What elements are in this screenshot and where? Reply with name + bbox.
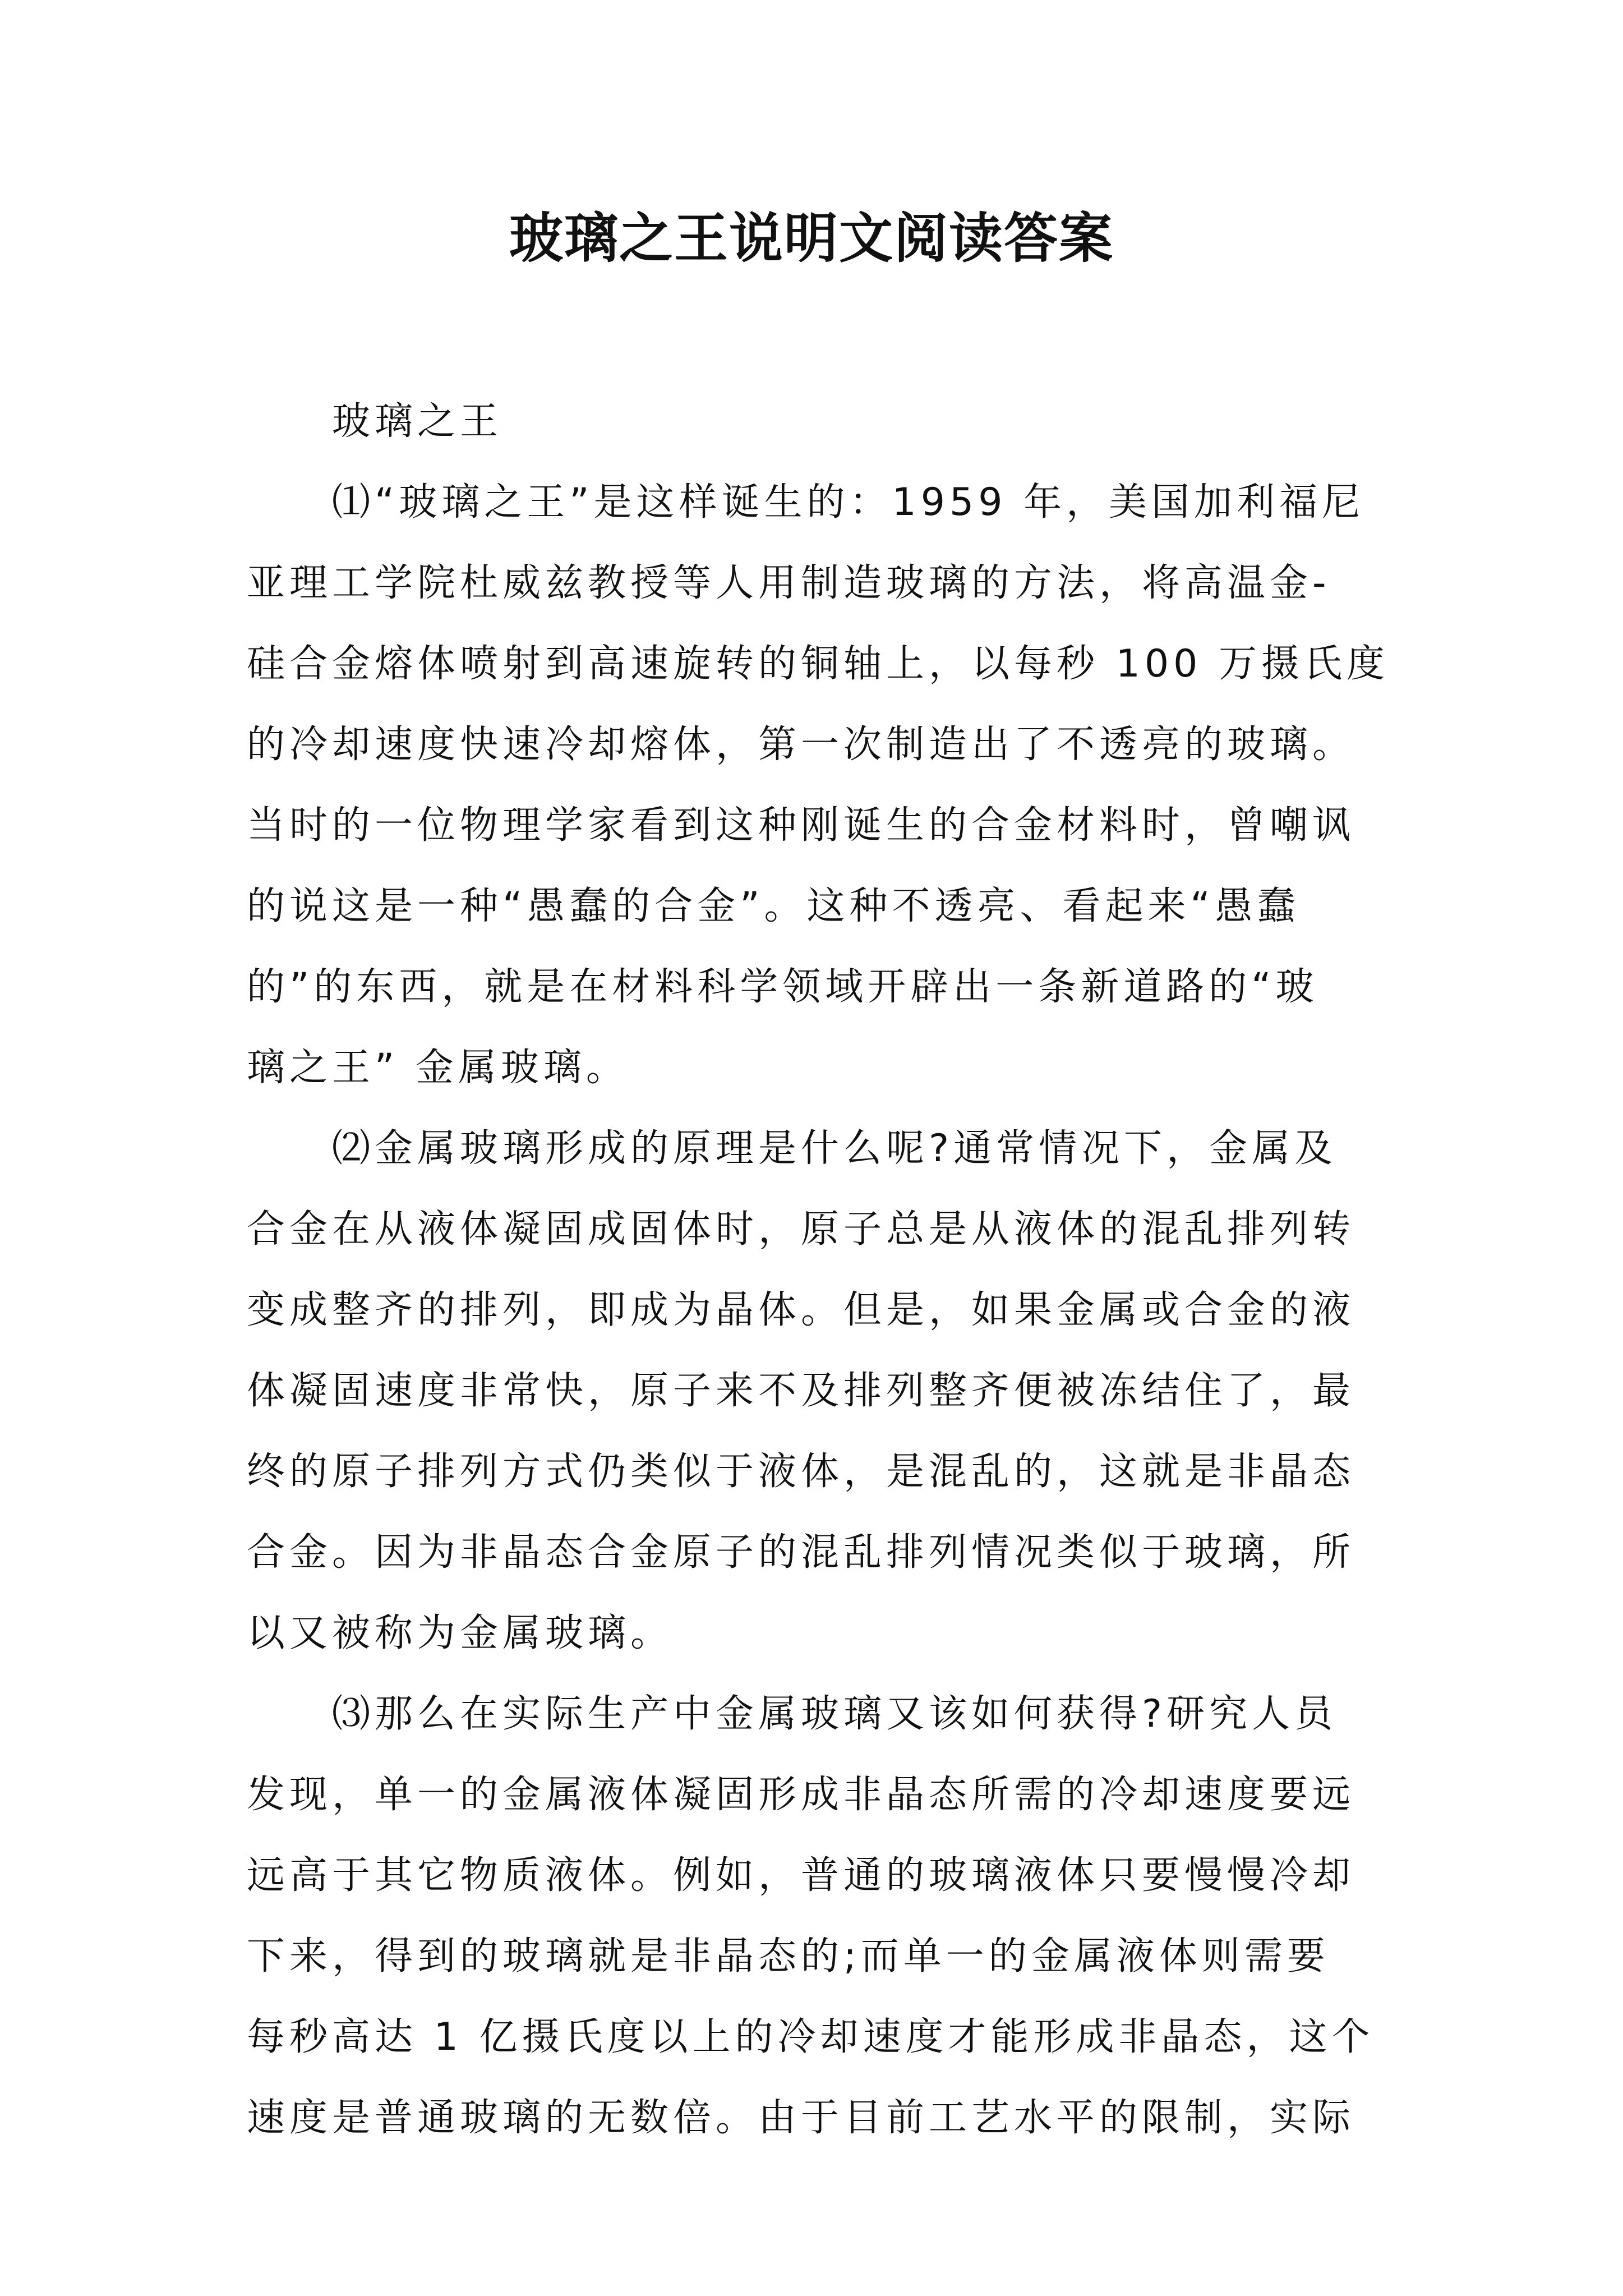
paragraph-3-line-6: 速度是普通玻璃的无数倍。由于目前工艺水平的限制，实际: [247, 2096, 1355, 2140]
document-title: 玻璃之王说明文阅读答案: [509, 206, 1114, 270]
paragraph-1-line-7: 的”的东西，就是在材料科学领域开辟出一条新道路的“玻: [247, 965, 1318, 1009]
section-heading: 玻璃之王: [332, 399, 503, 444]
paragraph-1-line-6: 的说这是一种“愚蠢的合金”。这种不透亮、看起来“愚蠢: [247, 884, 1300, 928]
document-body: [247, 381, 1402, 2159]
paragraph-1-line-2: 亚理工学院杜威兹教授等人用制造玻璃的方法，将高温金-: [247, 561, 1331, 605]
paragraph-3-line-4: 下来，得到的玻璃就是非晶态的;而单一的金属液体则需要: [247, 1934, 1330, 1978]
paragraph-3-line-5: 每秒高达 1 亿摄氏度以上的冷却速度才能形成非晶态，这个: [247, 2015, 1375, 2059]
paragraph-1-line-5: 当时的一位物理学家看到这种刚诞生的合金材料时，曾嘲讽: [247, 803, 1355, 848]
paragraph-1-line-4: 的冷却速度快速冷却熔体，第一次制造出了不透亮的玻璃。: [247, 723, 1355, 767]
paragraph-2-line-3: 变成整齐的排列，即成为晶体。但是，如果金属或合金的液: [247, 1288, 1355, 1332]
paragraph-3-line-3: 远高于其它物质液体。例如，普通的玻璃液体只要慢慢冷却: [247, 1853, 1355, 1898]
paragraph-3-line-1: ⑶那么在实际生产中金属玻璃又该如何获得?研究人员: [332, 1692, 1338, 1736]
paragraph-2-line-7: 以又被称为金属玻璃。: [247, 1611, 674, 1655]
paragraph-2-line-5: 终的原子排列方式仍类似于液体，是混乱的，这就是非晶态: [247, 1450, 1355, 1494]
paragraph-1-line-1: ⑴“玻璃之王”是这样诞生的：1959 年，美国加利福尼: [332, 480, 1365, 524]
paragraph-3-line-2: 发现，单一的金属液体凝固形成非晶态所需的冷却速度要远: [247, 1773, 1355, 1817]
paragraph-1-line-8: 璃之王” 金属玻璃。: [247, 1046, 629, 1090]
paragraph-2-line-1: ⑵金属玻璃形成的原理是什么呢?通常情况下，金属及: [332, 1126, 1338, 1171]
paragraph-2-line-6: 合金。因为非晶态合金原子的混乱排列情况类似于玻璃，所: [247, 1530, 1355, 1575]
paragraph-2-line-4: 体凝固速度非常快，原子来不及排列整齐便被冻结住了，最: [247, 1369, 1355, 1413]
paragraph-2-line-2: 合金在从液体凝固成固体时，原子总是从液体的混乱排列转: [247, 1207, 1355, 1251]
paragraph-1-line-3: 硅合金熔体喷射到高速旋转的铜轴上，以每秒 100 万摄氏度: [247, 642, 1390, 686]
